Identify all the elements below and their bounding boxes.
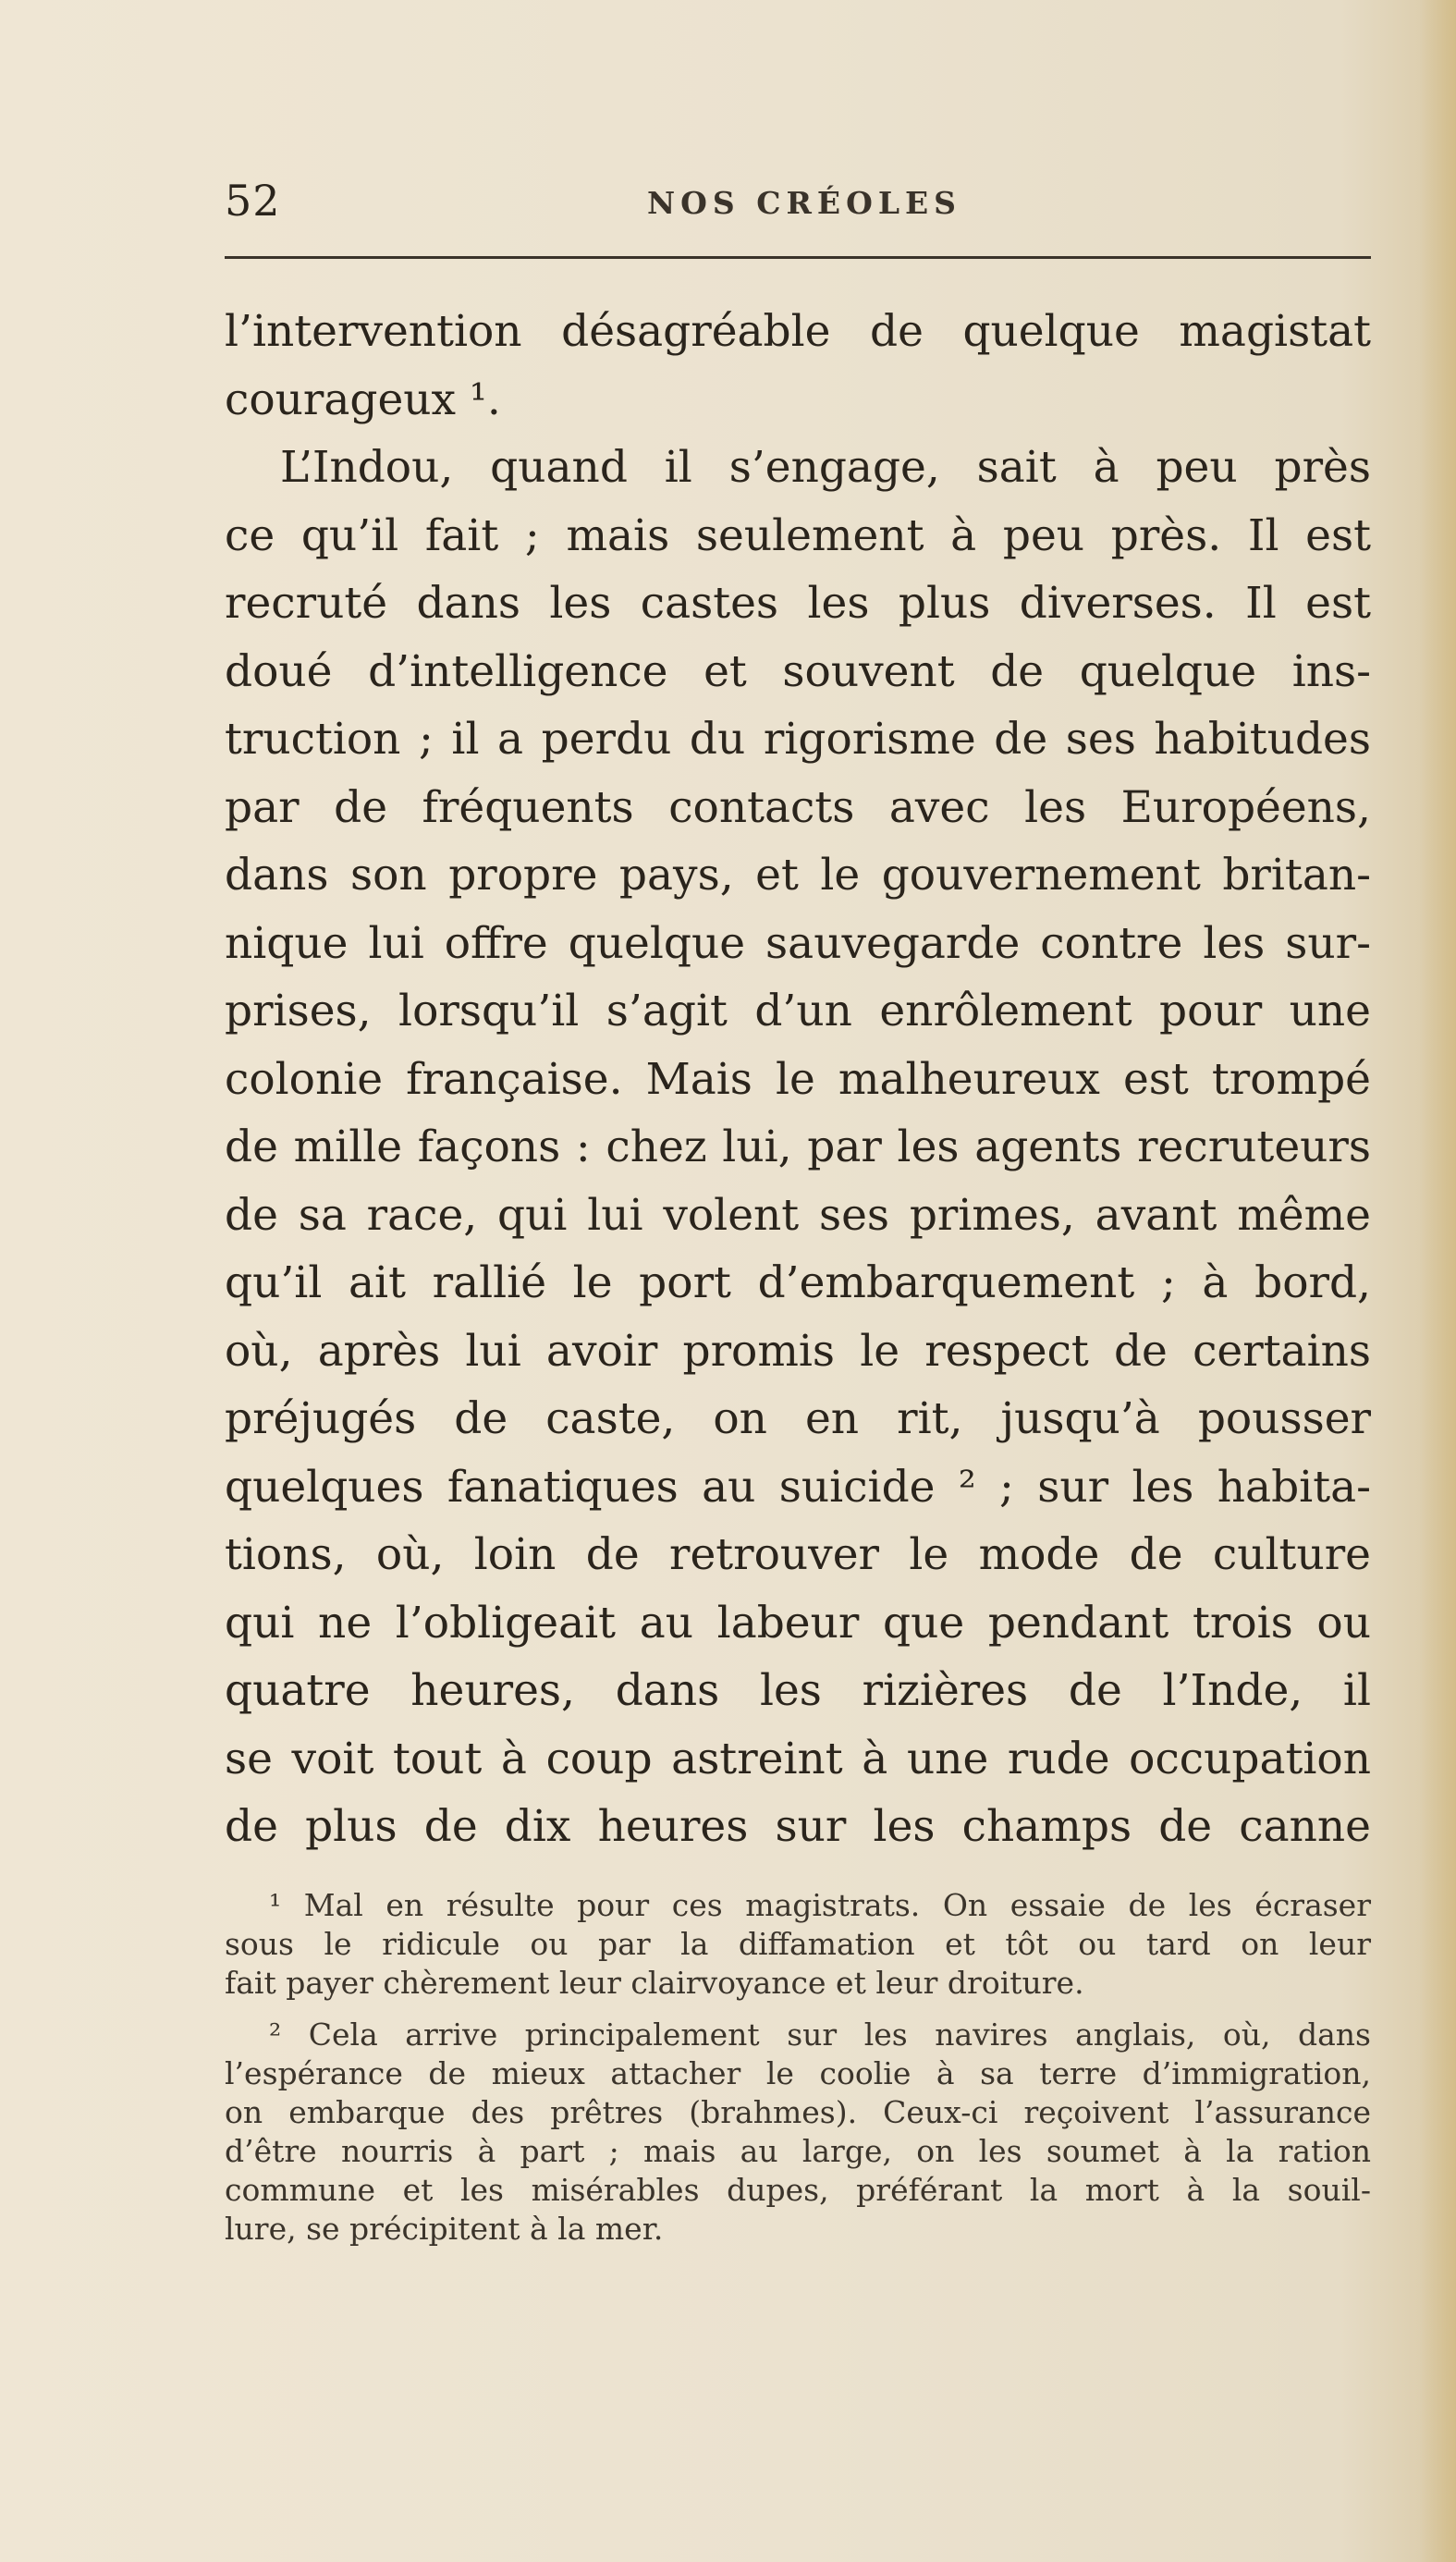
text-line: quelques fanatiques au suicide ² ; sur les habita-: [225, 1461, 1371, 1513]
text-line: nique lui offre quelque sauvegarde contre les sur-: [225, 917, 1371, 969]
text-line: courageux ¹.: [225, 374, 501, 425]
text-line: truction ; il a perdu du rigorisme de ses habitudes: [225, 714, 1371, 765]
page-header: [0, 176, 1456, 231]
text-line: dans son propre pays, et le gouvernement britan-: [225, 850, 1371, 901]
running-title: NOS CRÉOLES: [647, 185, 962, 221]
text-line: ce qu’il fait ; mais seulement à peu près. Il est: [225, 509, 1371, 561]
text-line: colonie française. Mais le malheureux est trompé: [225, 1053, 1371, 1105]
text-line: de plus de dix heures sur les champs de canne: [225, 1801, 1371, 1852]
page-number: 52: [225, 176, 281, 226]
footnote-line: sous le ridicule ou par la diffamation et tôt ou tard on leur: [225, 1926, 1371, 1962]
footnote-line: ¹ Mal en résulte pour ces magistrats. On essaie de les écraser: [269, 1887, 1371, 1923]
footnote-line: on embarque des prêtres (brahmes). Ceux-ci reçoivent l’assurance: [225, 2094, 1371, 2130]
text-line: l’intervention désagréable de quelque magistat: [225, 306, 1371, 357]
text-line: qui ne l’obligeait au labeur que pendant trois ou: [225, 1597, 1371, 1649]
text-line: tions, où, loin de retrouver le mode de culture: [225, 1529, 1371, 1580]
text-line: par de fréquents contacts avec les Européens,: [225, 781, 1371, 833]
footnote-line: commune et les misérables dupes, préférant la mort à la souil-: [225, 2172, 1371, 2208]
footnote-line: ² Cela arrive principalement sur les navires anglais, où, dans: [269, 2017, 1371, 2053]
footnote-line: d’être nourris à part ; mais au large, on les soumet à la ration: [225, 2133, 1371, 2169]
text-line: de sa race, qui lui volent ses primes, avant même: [225, 1189, 1371, 1241]
footnotes: [225, 1886, 1371, 2249]
text-line: quatre heures, dans les rizières de l’Inde, il: [225, 1665, 1371, 1716]
text-line: où, après lui avoir promis le respect de certains: [225, 1325, 1371, 1377]
footnote-line: l’espérance de mieux attacher le coolie à sa terre d’immigration,: [225, 2055, 1371, 2091]
text-line: prises, lorsqu’il s’agit d’un enrôlement pour une: [225, 986, 1371, 1036]
text-line: préjugés de caste, on en rit, jusqu’à pousser: [225, 1393, 1371, 1444]
footnote-line: lure, se précipitent à la mer.: [225, 2211, 664, 2247]
text-line: L’Indou, quand il s’engage, sait à peu près: [280, 442, 1371, 493]
text-line: recruté dans les castes les plus diverses. Il est: [225, 578, 1371, 629]
text-line: doué d’intelligence et souvent de quelque ins-: [225, 645, 1371, 697]
footnote-2: [225, 2016, 1371, 2249]
text-line: qu’il ait rallié le port d’embarquement ; à bord,: [225, 1257, 1371, 1308]
footnote-1: [225, 1886, 1371, 2003]
page-edge-shadow: [1419, 0, 1456, 2562]
text-line: de mille façons : chez lui, par les agents recruteurs: [225, 1122, 1371, 1172]
text-line: se voit tout à coup astreint à une rude occupation: [225, 1733, 1371, 1784]
main-text: [225, 298, 1371, 1861]
header-rule: [225, 256, 1371, 259]
footnote-line: fait payer chèrement leur clairvoyance et leur droiture.: [225, 1965, 1084, 2001]
